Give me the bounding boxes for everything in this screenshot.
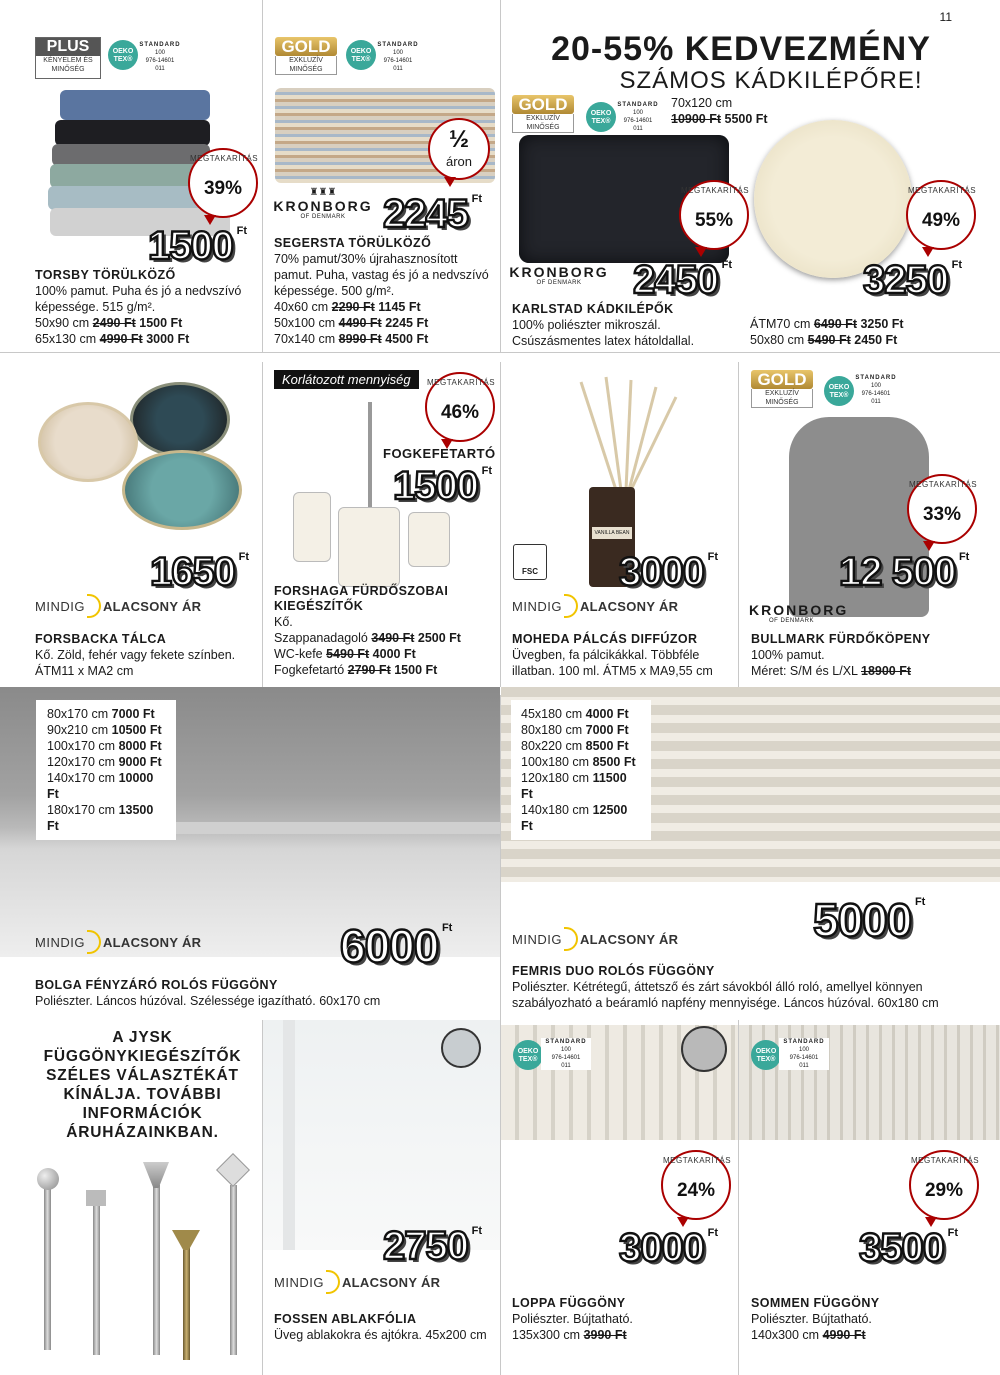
size-price-row: [521, 738, 641, 754]
product-desc: Poliészter. Kétrétegű, áttetsző és zárt sávokból álló roló, amellyel könnyen szabályozható a beáramló napfény mennyisége. Láncos húzóval. 60x180 cm: [512, 980, 939, 1010]
mindig-alacsony-logo: MINDIG ALACSONY ÁR: [512, 927, 678, 951]
size-label: 80x180 cm: [521, 723, 586, 737]
size-price-row: [47, 738, 165, 754]
oeko-tex-logo: OEKO TEX®: [824, 376, 854, 406]
size-price: 7000 Ft: [585, 723, 629, 737]
loppa-text: [512, 1296, 734, 1343]
product-title: FORSHAGA FÜRDŐSZOBAI KIEGÉSZÍTŐK: [274, 584, 449, 613]
product-forsbacka[interactable]: [0, 362, 262, 687]
gold-badge: GOLD EXKLUZÍV MINŐSÉG: [751, 370, 813, 412]
white-tray-image: [38, 402, 138, 482]
price-forsbacka: 1650 Ft: [150, 550, 249, 594]
size-price-row: [47, 754, 165, 770]
price-karlstad: 2450 Ft: [633, 258, 732, 302]
product-moheda[interactable]: [501, 362, 738, 687]
size-price-line: ÁTM70 cm 6490 Ft 3250 Ft: [750, 317, 904, 331]
towel-image-blue: [60, 90, 210, 120]
size-price-row: [521, 802, 641, 834]
towel-image-gray: [52, 144, 210, 166]
size-price: 10000 Ft: [47, 771, 154, 801]
size-price-line: WC-kefe 5490 Ft 4000 Ft: [274, 647, 416, 661]
oeko-tex-logo: OEKO TEX®: [751, 1040, 781, 1070]
oeko-tex-logo: OEKO TEX®: [513, 1040, 543, 1070]
price-bullmark: 12 500 Ft: [839, 550, 970, 594]
price-torsby: 1500 Ft: [148, 224, 247, 268]
bathmat-section[interactable]: [501, 0, 1000, 352]
product-bolga[interactable]: [0, 687, 500, 1020]
size-label: 140x180 cm: [521, 803, 593, 817]
price-forshaga: 1500 Ft: [393, 464, 492, 508]
film-detail-image: [441, 1028, 481, 1068]
moheda-text: [512, 632, 734, 679]
savings-bubble: MEGTAKARÍTÁS 49%: [906, 180, 976, 250]
curtain-accessories-promo: [0, 1020, 262, 1375]
bullmark-text: [751, 632, 991, 679]
product-forshaga[interactable]: [263, 362, 500, 687]
rod-finial-image: [172, 1230, 200, 1250]
size-price-line: 65x130 cm 4990 Ft 3000 Ft: [35, 332, 190, 346]
fossen-text: [274, 1312, 496, 1343]
size-price-row: [521, 706, 641, 722]
size-label: 90x210 cm: [47, 723, 112, 737]
curtain-rod-image: [93, 1200, 100, 1355]
size-price: 8000 Ft: [118, 739, 162, 753]
bolga-text: [35, 978, 495, 1009]
product-title: MOHEDA PÁLCÁS DIFFÚZOR: [512, 632, 698, 646]
curtain-rod-image: [153, 1185, 160, 1355]
product-torsby[interactable]: [0, 0, 262, 352]
oeko-standard: STANDARD 100 976-14601 011: [855, 375, 897, 405]
price-moheda: 3000 Ft: [619, 550, 718, 594]
size-price-line: 40x60 cm 2290 Ft 1145 Ft: [274, 300, 421, 314]
headline-title: 20-55% KEDVEZMÉNY: [551, 30, 931, 68]
product-desc: 100% pamut.: [751, 648, 825, 662]
size-price: 13500 Ft: [47, 803, 154, 833]
oeko-tex-logo: OEKO TEX®: [586, 102, 616, 132]
product-title: FORSBACKA TÁLCA: [35, 632, 167, 646]
product-desc: Poliészter. Bújtatható.: [751, 1312, 872, 1326]
sommen-text: [751, 1296, 991, 1343]
size-price: 11500 Ft: [521, 771, 627, 801]
kronborg-logo: ♜♜♜ KRONBORG OF DENMARK: [273, 187, 373, 220]
half-price-bubble: ½ áron: [428, 118, 490, 180]
price-fossen: 2750 Ft: [383, 1224, 482, 1268]
size-price-line: Fogkefetartó 2790 Ft 1500 Ft: [274, 663, 438, 677]
reed-sticks-image: [571, 372, 681, 492]
divider: [0, 352, 1000, 353]
size-price-row: [47, 706, 165, 722]
size-price: 4000 Ft: [585, 707, 629, 721]
rod-finial-image: [143, 1162, 169, 1188]
kronborg-logo: KRONBORG OF DENMARK: [749, 602, 849, 624]
fabric-detail-image: [681, 1026, 727, 1072]
size-price-line: 50x90 cm 2490 Ft 1500 Ft: [35, 316, 183, 330]
size-price: 8500 Ft: [592, 755, 636, 769]
oeko-standard: STANDARD 100 976-14601 011: [541, 1038, 591, 1070]
product-title: FOSSEN ABLAKFÓLIA: [274, 1312, 417, 1326]
mindig-alacsony-logo: MINDIG ALACSONY ÁR: [35, 594, 201, 618]
rod-finial-image: [37, 1168, 59, 1190]
karlstad-text: [512, 302, 737, 349]
gold-badge: GOLD EXKLUZÍV MINŐSÉG: [275, 37, 337, 79]
size-price-line: Méret: S/M és L/XL 18900 Ft: [751, 664, 912, 678]
size-label: 80x170 cm: [47, 707, 112, 721]
curtain-rod-image: [183, 1245, 190, 1360]
product-desc: 70% pamut/30% újrahasznosított pamut. Puha, vastag és jó a nedvszívó képessége. 500 g/m².: [274, 252, 489, 298]
round-text: [750, 316, 990, 348]
savings-bubble: MEGTAKARÍTÁS 33%: [907, 474, 977, 544]
forsbacka-text: [35, 632, 255, 679]
headline: [541, 30, 941, 94]
price-sommen: 3500 Ft: [859, 1226, 958, 1270]
green-tray-image: [122, 450, 242, 530]
product-desc: Kő.: [274, 615, 293, 629]
product-desc: 100% poliészter mikroszál. Csúszásmentes latex hátoldallal.: [512, 318, 695, 348]
size-price-row: [47, 770, 165, 802]
size-price-row: [521, 722, 641, 738]
size-label: 80x220 cm: [521, 739, 586, 753]
size-price: 8500 Ft: [585, 739, 629, 753]
size-label: 45x180 cm: [521, 707, 586, 721]
size-label: 100x170 cm: [47, 739, 119, 753]
size-price-line: 140x300 cm 4990 Ft: [751, 1328, 866, 1342]
product-title: BULLMARK FÜRDŐKÖPENY: [751, 632, 931, 646]
femris-size-list: [511, 700, 651, 840]
brush-handle-image: [368, 402, 372, 512]
size-price-row: [521, 754, 641, 770]
savings-bubble: MEGTAKARÍTÁS 55%: [679, 180, 749, 250]
toilet-brush-image: [338, 507, 400, 587]
kronborg-logo: KRONBORG OF DENMARK: [509, 264, 609, 286]
limited-quantity-banner: Korlátozott mennyiség: [274, 370, 419, 389]
fsc-logo: FSC: [513, 544, 547, 580]
product-desc: 100% pamut. Puha és jó a nedvszívó képessége. 515 g/m².: [35, 284, 242, 314]
page-number: 11: [939, 10, 952, 24]
product-desc: Üveg ablakokra és ajtókra. 45x200 cm: [274, 1328, 487, 1342]
oeko-tex-logo: OEKO TEX®: [346, 40, 376, 70]
product-title: SEGERSTA TÖRÜLKÖZŐ: [274, 236, 432, 250]
size-label: 180x170 cm: [47, 803, 119, 817]
product-loppa[interactable]: [501, 1020, 738, 1375]
size-price-row: [521, 770, 641, 802]
product-title: LOPPA FÜGGÖNY: [512, 1296, 626, 1310]
forshaga-text: [274, 584, 496, 678]
dark-tray-image: [130, 382, 230, 457]
product-desc: Poliészter. Láncos húzóval. Szélessége igazítható. 60x170 cm: [35, 994, 381, 1008]
curtain-rod-image: [44, 1180, 51, 1350]
product-desc: Kő. Zöld, fehér vagy fekete színben. ÁTM11 x MA2 cm: [35, 648, 236, 678]
soap-dispenser-image: [293, 492, 331, 562]
headline-subtitle: SZÁMOS KÁDKILÉPŐRE!: [619, 67, 923, 94]
window-frame: [283, 1020, 295, 1250]
mindig-alacsony-logo: MINDIG ALACSONY ÁR: [274, 1270, 440, 1294]
size-price-row: [47, 722, 165, 738]
price-round: 3250 Ft: [863, 258, 962, 302]
size-price-line: 135x300 cm 3990 Ft: [512, 1328, 627, 1342]
product-desc: Üvegben, fa pálcikákkal. Többféle illatban. 100 ml. ÁTM5 x MA9,55 cm: [512, 648, 713, 678]
plus-badge: PLUS KÉNYELEM ÉS MINŐSÉG: [35, 37, 101, 79]
product-title: TORSBY TÖRÜLKÖZŐ: [35, 268, 176, 282]
size-label: 100x180 cm: [521, 755, 593, 769]
toothbrush-holder-image: [408, 512, 450, 567]
product-title: FEMRIS DUO ROLÓS FÜGGÖNY: [512, 964, 715, 978]
fogkefetarto-label: FOGKEFETARTÓ: [383, 446, 496, 461]
size-price-row: [47, 802, 165, 834]
price-femris: 5000 Ft: [813, 894, 926, 946]
size-price: 7000 Ft: [111, 707, 155, 721]
size-price: 9000 Ft: [118, 755, 162, 769]
curtain-rod-image: [230, 1185, 237, 1355]
size-label: 140x170 cm: [47, 771, 119, 785]
gold-badge: GOLD EXKLUZÍV MINŐSÉG: [512, 95, 574, 137]
femris-text: [512, 964, 992, 1011]
size-price-line: 70x140 cm 8990 Ft 4500 Ft: [274, 332, 429, 346]
size-price: 12500 Ft: [521, 803, 628, 833]
savings-bubble: MEGTAKARÍTÁS 39%: [188, 148, 258, 218]
product-bullmark[interactable]: [739, 362, 1000, 687]
product-title: KARLSTAD KÁDKILÉPŐK: [512, 302, 674, 316]
diffuser-bottle-image: VANILLA BEAN: [589, 487, 635, 587]
product-femris[interactable]: [501, 687, 1000, 1020]
product-segersta[interactable]: [263, 0, 500, 352]
size-label: 120x170 cm: [47, 755, 119, 769]
round-bathmat-image: [754, 120, 912, 278]
savings-bubble: MEGTAKARÍTÁS 46%: [425, 372, 495, 442]
size-price-line: 50x100 cm 4490 Ft 2245 Ft: [274, 316, 429, 330]
product-title: BOLGA FÉNYZÁRÓ ROLÓS FÜGGÖNY: [35, 978, 278, 992]
rod-finial-image: [86, 1190, 106, 1206]
price-segersta: 2245 Ft: [383, 192, 482, 236]
product-desc: Poliészter. Bújtatható.: [512, 1312, 633, 1326]
product-sommen[interactable]: [739, 1020, 1000, 1375]
karlstad-size: 70x120 cm 10900 Ft 5500 Ft: [671, 96, 768, 126]
price-loppa: 3000 Ft: [619, 1226, 718, 1270]
price-bolga: 6000 Ft: [340, 920, 453, 972]
size-price: 10500 Ft: [111, 723, 162, 737]
size-label: 120x180 cm: [521, 771, 593, 785]
savings-bubble: MEGTAKARÍTÁS 24%: [661, 1150, 731, 1220]
product-title: SOMMEN FÜGGÖNY: [751, 1296, 880, 1310]
savings-bubble: MEGTAKARÍTÁS 29%: [909, 1150, 979, 1220]
towel-image-black: [55, 120, 210, 146]
oeko-standard: STANDARD 100 976-14601 011: [617, 102, 659, 132]
bolga-size-list: [36, 700, 176, 840]
promo-text: A JYSK FÜGGÖNYKIEGÉSZÍTŐK SZÉLES VÁLASZTÉKÁT KÍNÁLJA. TOVÁBBI INFORMÁCIÓK ÁRUHÁZAINKBAN.: [43, 1029, 242, 1141]
oeko-standard: STANDARD 100 976-14601 011: [779, 1038, 829, 1070]
size-price-line: Szappanadagoló 3490 Ft 2500 Ft: [274, 631, 461, 645]
mindig-alacsony-logo: MINDIG ALACSONY ÁR: [35, 930, 201, 954]
segersta-text: [274, 236, 496, 347]
rod-finial-image: [216, 1153, 250, 1187]
oeko-standard: STANDARD 100 976-14601 011: [139, 42, 181, 72]
oeko-standard: STANDARD 100 976-14601 011: [377, 42, 419, 72]
product-fossen[interactable]: [263, 1020, 500, 1375]
oeko-tex-logo: OEKO TEX®: [108, 40, 138, 70]
torsby-text: [35, 268, 255, 347]
size-price-line: 50x80 cm 5490 Ft 2450 Ft: [750, 333, 898, 347]
mindig-alacsony-logo: MINDIG ALACSONY ÁR: [512, 594, 678, 618]
